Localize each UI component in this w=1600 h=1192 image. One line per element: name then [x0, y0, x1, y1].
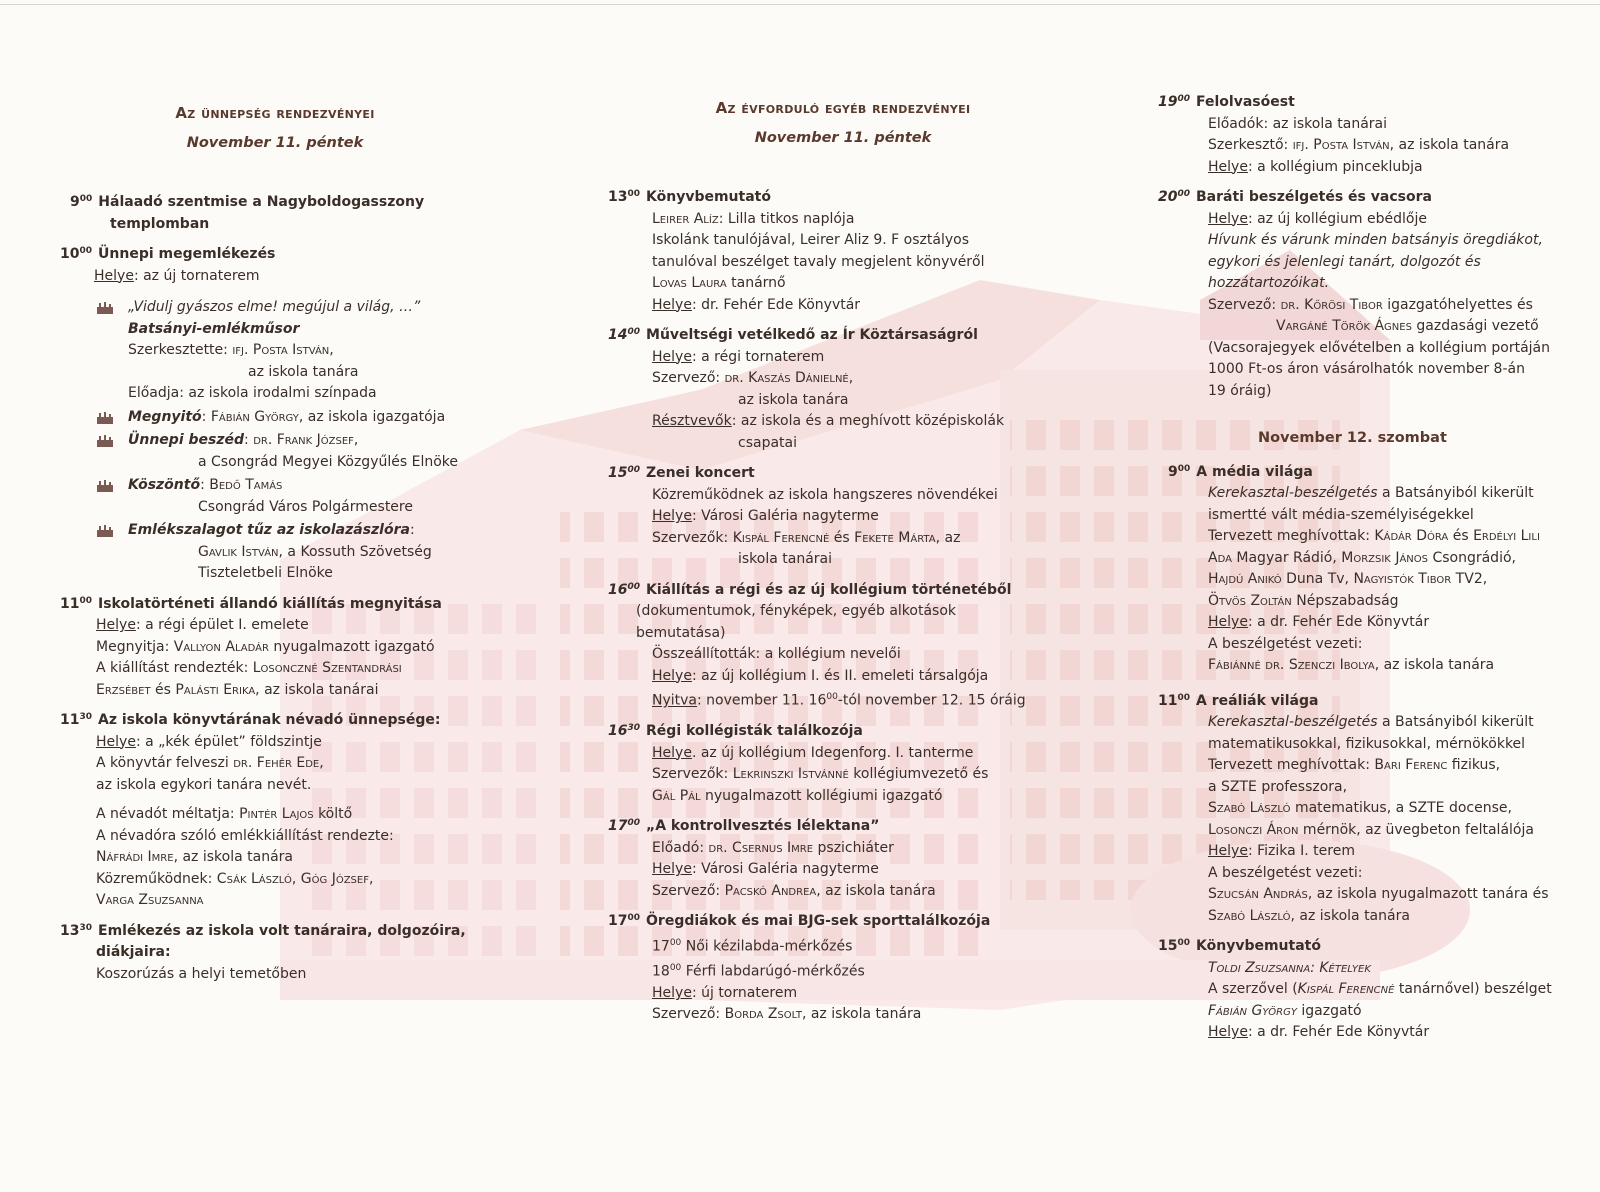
event-title: Ünnepi megemlékezés — [98, 246, 276, 262]
event-title: Öregdiákok és mai BJG-sek sporttalálkozója — [646, 913, 991, 930]
program-item: „Vidulj gyászos elme! megújul a világ, …” Batsányi-emlékműsor — [60, 297, 490, 340]
event-title: Felolvasóest — [1196, 94, 1295, 110]
event-title: Régi kollégisták találkozója — [646, 723, 863, 740]
event-title: Könyvbemutató — [646, 189, 771, 205]
event-exhibition-opening: $11^{00}$ Iskolatörténeti állandó kiállítás megnyitása Helye: a régi épület I. emelete Megnyitja: Vallyon Aladár nyugalmazott igazgató A kiállítást rendezték: Losonczné Szentandrási Erzsébet és Palásti Erika, az iskola tanárai — [60, 595, 442, 698]
event-dinner: $20^{00}$ Baráti beszélgetés és vacsora Helye: az új kollégium ebédlője Hívunk és várunk minden batsányis öregdiákot, egykori és jelenlegi tanárt, dolgozót és hozzátartozóikat. Szervező: dr. Kőrösi Tibor igazgatóhelyettes és Vargáné Török Ágnes gazdasági vezető (Vacsorajegyek elővételben a kollégium portáján 1000 Ft-os áron vásárolhatók november 8-án 19 óráig) — [1158, 189, 1551, 399]
anniversary-heading: Az évforduló egyéb rendezvényei — [715, 99, 971, 117]
event-library-naming: $11^{30}$ Az iskola könyvtárának névadó ünnepsége: Helye: a „kék épület” földszintje A könyvtár felveszi dr. Fehér Ede, az iskola egykori tanára nevét. A névadót méltatja: Pintér Lajos költő A névadóra szóló emlékkiállítást rendezte: Náfrádi Imre, az iskola tanára Közreműködnek: Csák László, Góg József, Varga Zsuzsanna — [60, 712, 441, 908]
program-item: Megnyitó: Fábián György, az iskola igazgatója — [60, 407, 490, 429]
event-title: A reáliák világa — [1196, 692, 1319, 709]
anniversary-date: November 11. péntek — [754, 129, 932, 146]
event-title: „A kontrollvesztés lélektana” — [646, 818, 880, 835]
event-title: Emlékezés az iskola volt tanáraira, dolgozóira, — [98, 922, 466, 939]
column-anniversary-events — [608, 98, 1078, 1026]
event-sciences-world: $11^{00}$ A reáliák világa Kerekasztal-beszélgetés a Batsányiból kikerült matematikusokkal, fizikusokkal, mérnökökkel Tervezett meghívottak: Bari Ferenc fizikus, a SZTE professzora, Szabó László matematikus, a SZTE docense, Losonczi Áron mérnök, az üvegbeton feltalálója Helye: Fizika I. terem A beszélgetést vezeti: Szucsán András, az iskola nyugalmazott tanára és Szabó László, az iskola tanára — [1158, 692, 1549, 924]
flag-bullet-icon — [96, 434, 114, 448]
event-book-presentation-2: $15^{00}$ Könyvbemutató Toldi Zsuzsanna: Kételyek A szerzővel (Kispál Ferencné tanárnővel) beszélget Fábián György igazgató Helye: a dr. Fehér Ede Könyvtár — [1158, 938, 1552, 1040]
event-lecture: $17^{00}$ „A kontrollvesztés lélektana” Előadó: dr. Csernus Imre pszichiáter Helye: Városi Galéria nagyterme Szervező: Pacskó Andrea, az iskola tanára — [608, 818, 936, 899]
flag-bullet-icon — [96, 524, 114, 538]
event-title: Műveltségi vetélkedő az Ír Köztársaságról — [646, 327, 978, 343]
event-title: Hálaadó szentmise a Nagyboldogasszony — [98, 194, 425, 210]
event-title: Kiállítás a régi és az új kollégium történetéből — [646, 581, 1012, 598]
event-title: Zenei koncert — [646, 465, 755, 481]
event-title: Az iskola könyvtárának névadó ünnepsége: — [98, 712, 441, 728]
event-reading-evening: $19^{00}$ Felolvasóest Előadók: az iskola tanárai Szerkesztő: ifj. Posta István, az iskola tanára Helye: a kollégium pinceklubja — [1158, 94, 1510, 175]
event-title: Könyvbemutató — [1196, 938, 1321, 954]
event-concert: $15^{00}$ Zenei koncert Közreműködnek az iskola hangszeres növendékei Helye: Városi Galéria nagyterme Szervezők: Kispál Ferencné és Fekete Márta, az iskola tanárai — [608, 465, 998, 567]
flag-bullet-icon — [96, 301, 114, 315]
event-quiz: $14^{00}$ Műveltségi vetélkedő az Ír Köztársaságról Helye: a régi tornaterem Szervező: dr. Kaszás Dánielné, az iskola tanára Résztvevők: az iskola és a meghívott középiskolák csapatai — [608, 327, 1005, 451]
event-title: A média világa — [1196, 463, 1313, 480]
event-title: Baráti beszélgetés és vacsora — [1196, 189, 1432, 205]
event-commemoration: $10^{00}$ Ünnepi megemlékezés Helye: az új tornaterem „Vidulj gyászos elme! megújul a világ, …” Batsányi-emlékműsor Szerkesztette: ifj. Posta István, az iskola tanára Előadja: az iskola irodalmi színpada Megnyitó: Fábián György, az iskola igazgatója Ünnepi beszéd: dr. Frank József, a Csongrád Megyei Közgyűlés Elnöke Köszöntő: Bedő Tamás Csongrád Város Polgármestere Emlékszalagot tűz az iskolazászlóra: Gavlik István, a Kossuth Szövetség Tiszteletbeli Elnöke — [60, 244, 490, 585]
event-media-world: $9^{00}$ A média világa Kerekasztal-beszélgetés a Batsányiból kikerült ismertté vált média-személyiségekkel Tervezett meghívottak: Kádár Dóra és Erdélyi Lili Ada Magyar Rádió, Morzsik János Csongrádió, Hajdú Anikó Duna Tv, Nagyistók Tibor TV2, Ötvös Zoltán Népszabadság Helye: a dr. Fehér Ede Könyvtár A beszélgetést vezeti: Fábiánné dr. Szenczi Ibolya, az iskola tanára — [1168, 463, 1540, 673]
event-sports-meeting: $17^{00}$ Öregdiákok és mai BJG-sek sporttalálkozója $17^{00}$ Női kézilabda-mérkőzés $18^{00}$ Férfi labdarúgó-mérkőzés Helye: új tornaterem Szervező: Borda Zsolt, az iskola tanára — [608, 913, 991, 1023]
ceremony-date: November 11. péntek — [186, 134, 364, 151]
event-remembrance: $13^{30}$ Emlékezés az iskola volt tanáraira, dolgozóira, diákjaira: Koszorúzás a helyi temetőben — [60, 922, 466, 982]
ceremony-heading: Az ünnepség rendezvényei — [175, 104, 375, 122]
event-book-presentation: $13^{00}$ Könyvbemutató Leirer Alíz: Lilla titkos naplója Iskolánk tanulójával, Leirer Aliz 9. F osztályos tanulóval beszélget tavaly megjelent könyvéről Lovas Laura tanárnő Helye: dr. Fehér Ede Könyvtár — [608, 189, 985, 313]
program-item: Köszöntő: Bedő Tamás — [60, 475, 490, 497]
flag-bullet-icon — [96, 411, 114, 425]
saturday-date: November 12. szombat — [1258, 430, 1447, 446]
column-ceremony — [60, 103, 490, 985]
column-evening-and-saturday — [1158, 92, 1598, 1044]
event-mass: $9^{00}$ Hálaadó szentmise a Nagyboldogasszony templomban — [70, 194, 425, 232]
fold-line-top — [0, 4, 1600, 5]
event-alumni-meeting: $16^{30}$ Régi kollégisták találkozója Helye. az új kollégium Idegenforg. I. tanterme Szervezők: Lekrinszki Istvánné kollégiumvezető és Gál Pál nyugalmazott kollégiumi igazgató — [608, 723, 989, 804]
event-dormitory-exhibition: $16^{00}$ Kiállítás a régi és az új kollégium történetéből (dokumentumok, fényképek, egyéb alkotások bemutatása) Összeállították: a kollégium nevelői Helye: az új kollégium I. és II. emeleti társalgója Nyitva: november 11. $16^{00}$-tól november 12. 15 óráig — [608, 581, 1026, 709]
event-title: Iskolatörténeti állandó kiállítás megnyitása — [98, 595, 442, 612]
program-item: Emlékszalagot tűz az iskolazászlóra: — [60, 520, 490, 542]
program-item: Ünnepi beszéd: dr. Frank József, — [60, 430, 490, 452]
flag-bullet-icon — [96, 479, 114, 493]
